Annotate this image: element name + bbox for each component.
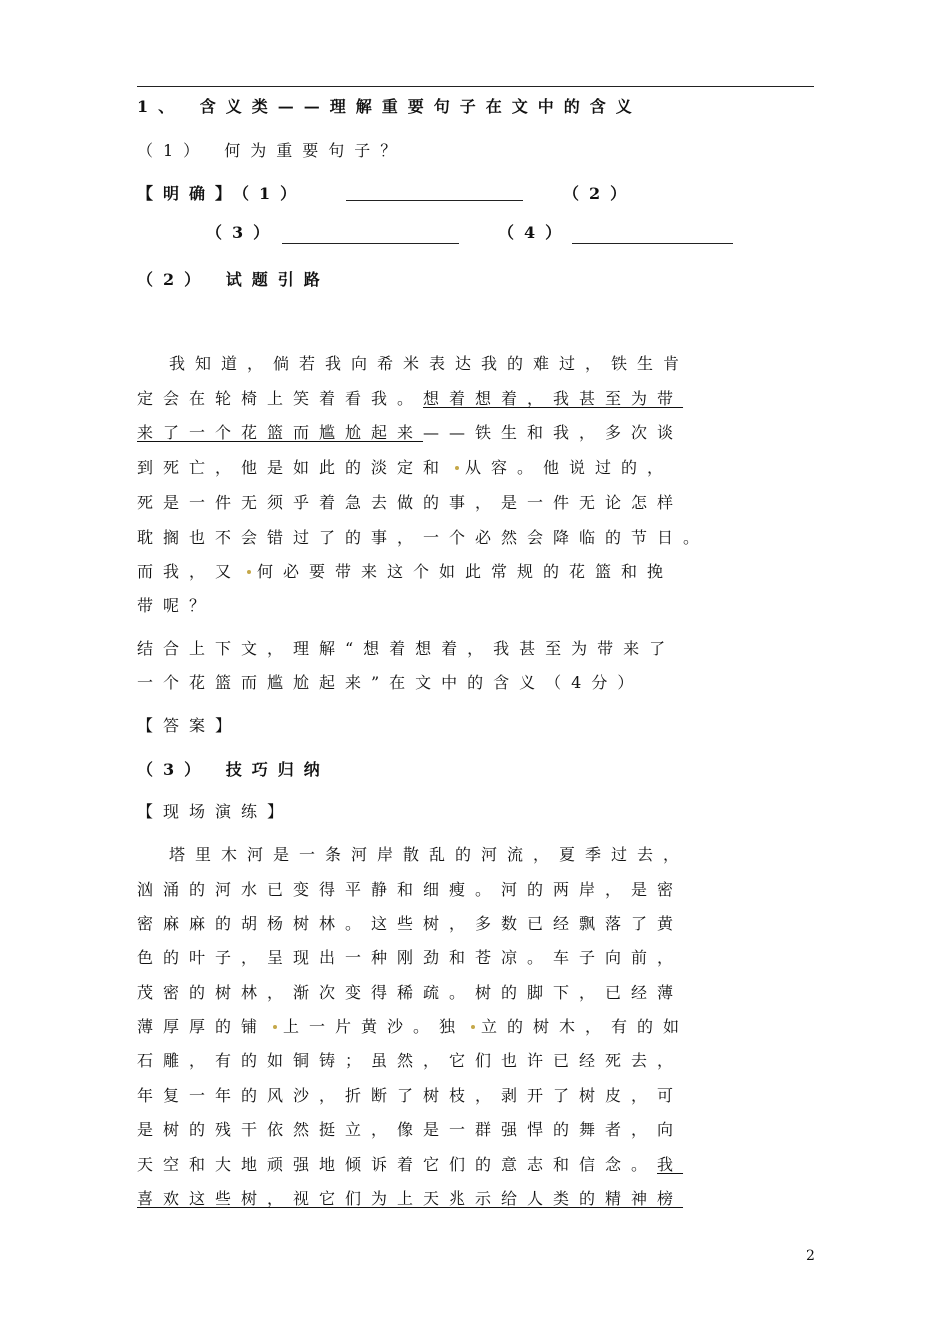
passage-1-key-sentence-start: 想着想着，我甚至为带 <box>423 389 684 408</box>
passage-2-line-4: 色的叶子，呈现出一种刚劲和苍凉。车子向前， <box>137 948 684 967</box>
item-3-label: （3） <box>206 223 280 242</box>
passage-1-line-4 <box>137 456 827 480</box>
answer-blank-4 <box>572 243 733 244</box>
passage-2-line-11 <box>137 1187 827 1211</box>
passage-1-line-7-part-2: 何必要带来这个如此常规的花篮和挽 <box>257 562 674 581</box>
passage-1-line-4-part-1: 到死亡，他是如此的淡定和 <box>137 458 450 477</box>
question-line-1: 结合上下文，理解“想着想着，我甚至为带来了 <box>137 639 676 658</box>
passage-2-line-1: 塔里木河是一条河岸散乱的河流，夏季过去， <box>169 845 690 864</box>
example-question-heading: （2） 试题引路 <box>137 270 330 289</box>
passage-2-line-7: 石雕，有的如铜铸；虽然，它们也许已经死去， <box>137 1051 684 1070</box>
passage-2-line-2: 汹涌的河水已变得平静和细瘦。河的两岸，是密 <box>137 880 684 899</box>
passage-2-line-6 <box>137 1015 827 1039</box>
passage-2-line-8: 年复一年的风沙，折断了树枝，剥开了树皮，可 <box>137 1086 684 1105</box>
passage-1-line-3 <box>137 421 827 445</box>
passage-2-line-6-part-2: 上一片黄沙。独 <box>283 1017 466 1036</box>
yellow-dot-icon <box>455 466 459 470</box>
answer-blank-3 <box>282 243 459 244</box>
passage-1-line-1: 我知道，倘若我向希米表达我的难过，铁生肯 <box>169 354 690 373</box>
technique-heading: （3） 技巧归纳 <box>137 760 330 779</box>
clarify-label: 【明确】（1） <box>137 184 307 203</box>
item-4-label: （4） <box>498 223 572 242</box>
passage-1-key-sentence-end: 来了一个花篮而尴尬起来 <box>137 423 424 442</box>
passage-1-line-8: 带呢？ <box>137 596 216 615</box>
section-title: 1、 含义类——理解重要句子在文中的含义 <box>137 97 642 116</box>
top-rule <box>137 86 814 87</box>
passage-2-line-10 <box>137 1153 827 1177</box>
question-line-2: 一个花篮而尴尬起来”在文中的含义（4分） <box>137 673 644 692</box>
question-important-sentences: （1） 何为重要句子？ <box>137 141 407 160</box>
answer-label: 【答案】 <box>137 716 242 735</box>
passage-1-line-6: 耽搁也不会错过了的事，一个必然会降临的节日。 <box>137 528 710 547</box>
passage-1-line-5: 死是一件无须乎着急去做的事，是一件无论怎样 <box>137 493 684 512</box>
page-number: 2 <box>806 1248 815 1264</box>
passage-2-line-3: 密麻麻的胡杨树林。这些树，多数已经飘落了黄 <box>137 914 684 933</box>
passage-2-line-10-plain: 天空和大地顽强地倾诉着它们的意志和信念。 <box>137 1155 658 1174</box>
passage-1-line-7-part-1: 而我，又 <box>137 562 242 581</box>
item-2-label: （2） <box>563 184 637 203</box>
passage-1-line-4-part-2: 从容。他说过的， <box>465 458 674 477</box>
passage-2-line-6-part-3: 立的树木，有的如 <box>481 1017 690 1036</box>
passage-2-line-6-part-1: 薄厚厚的铺 <box>137 1017 268 1036</box>
yellow-dot-icon <box>471 1025 475 1029</box>
passage-2-line-9: 是树的残干依然挺立，像是一群强悍的舞者，向 <box>137 1120 684 1139</box>
passage-1-line-2 <box>137 387 827 411</box>
answer-blank-1 <box>346 200 523 201</box>
yellow-dot-icon <box>273 1025 277 1029</box>
passage-1-line-3-plain: ——铁生和我，多次谈 <box>423 423 684 442</box>
passage-2-key-sentence-start: 我 <box>657 1155 684 1174</box>
passage-2-key-sentence-continued: 喜欢这些树，视它们为上天兆示给人类的精神榜 <box>137 1189 684 1208</box>
passage-2-line-5: 茂密的树林，渐次变得稀疏。树的脚下，已经薄 <box>137 983 684 1002</box>
practice-label: 【现场演练】 <box>137 802 294 821</box>
passage-1-line-2-plain: 定会在轮椅上笑着看我。 <box>137 389 424 408</box>
yellow-dot-icon <box>247 570 251 574</box>
passage-1-line-7 <box>137 560 827 584</box>
